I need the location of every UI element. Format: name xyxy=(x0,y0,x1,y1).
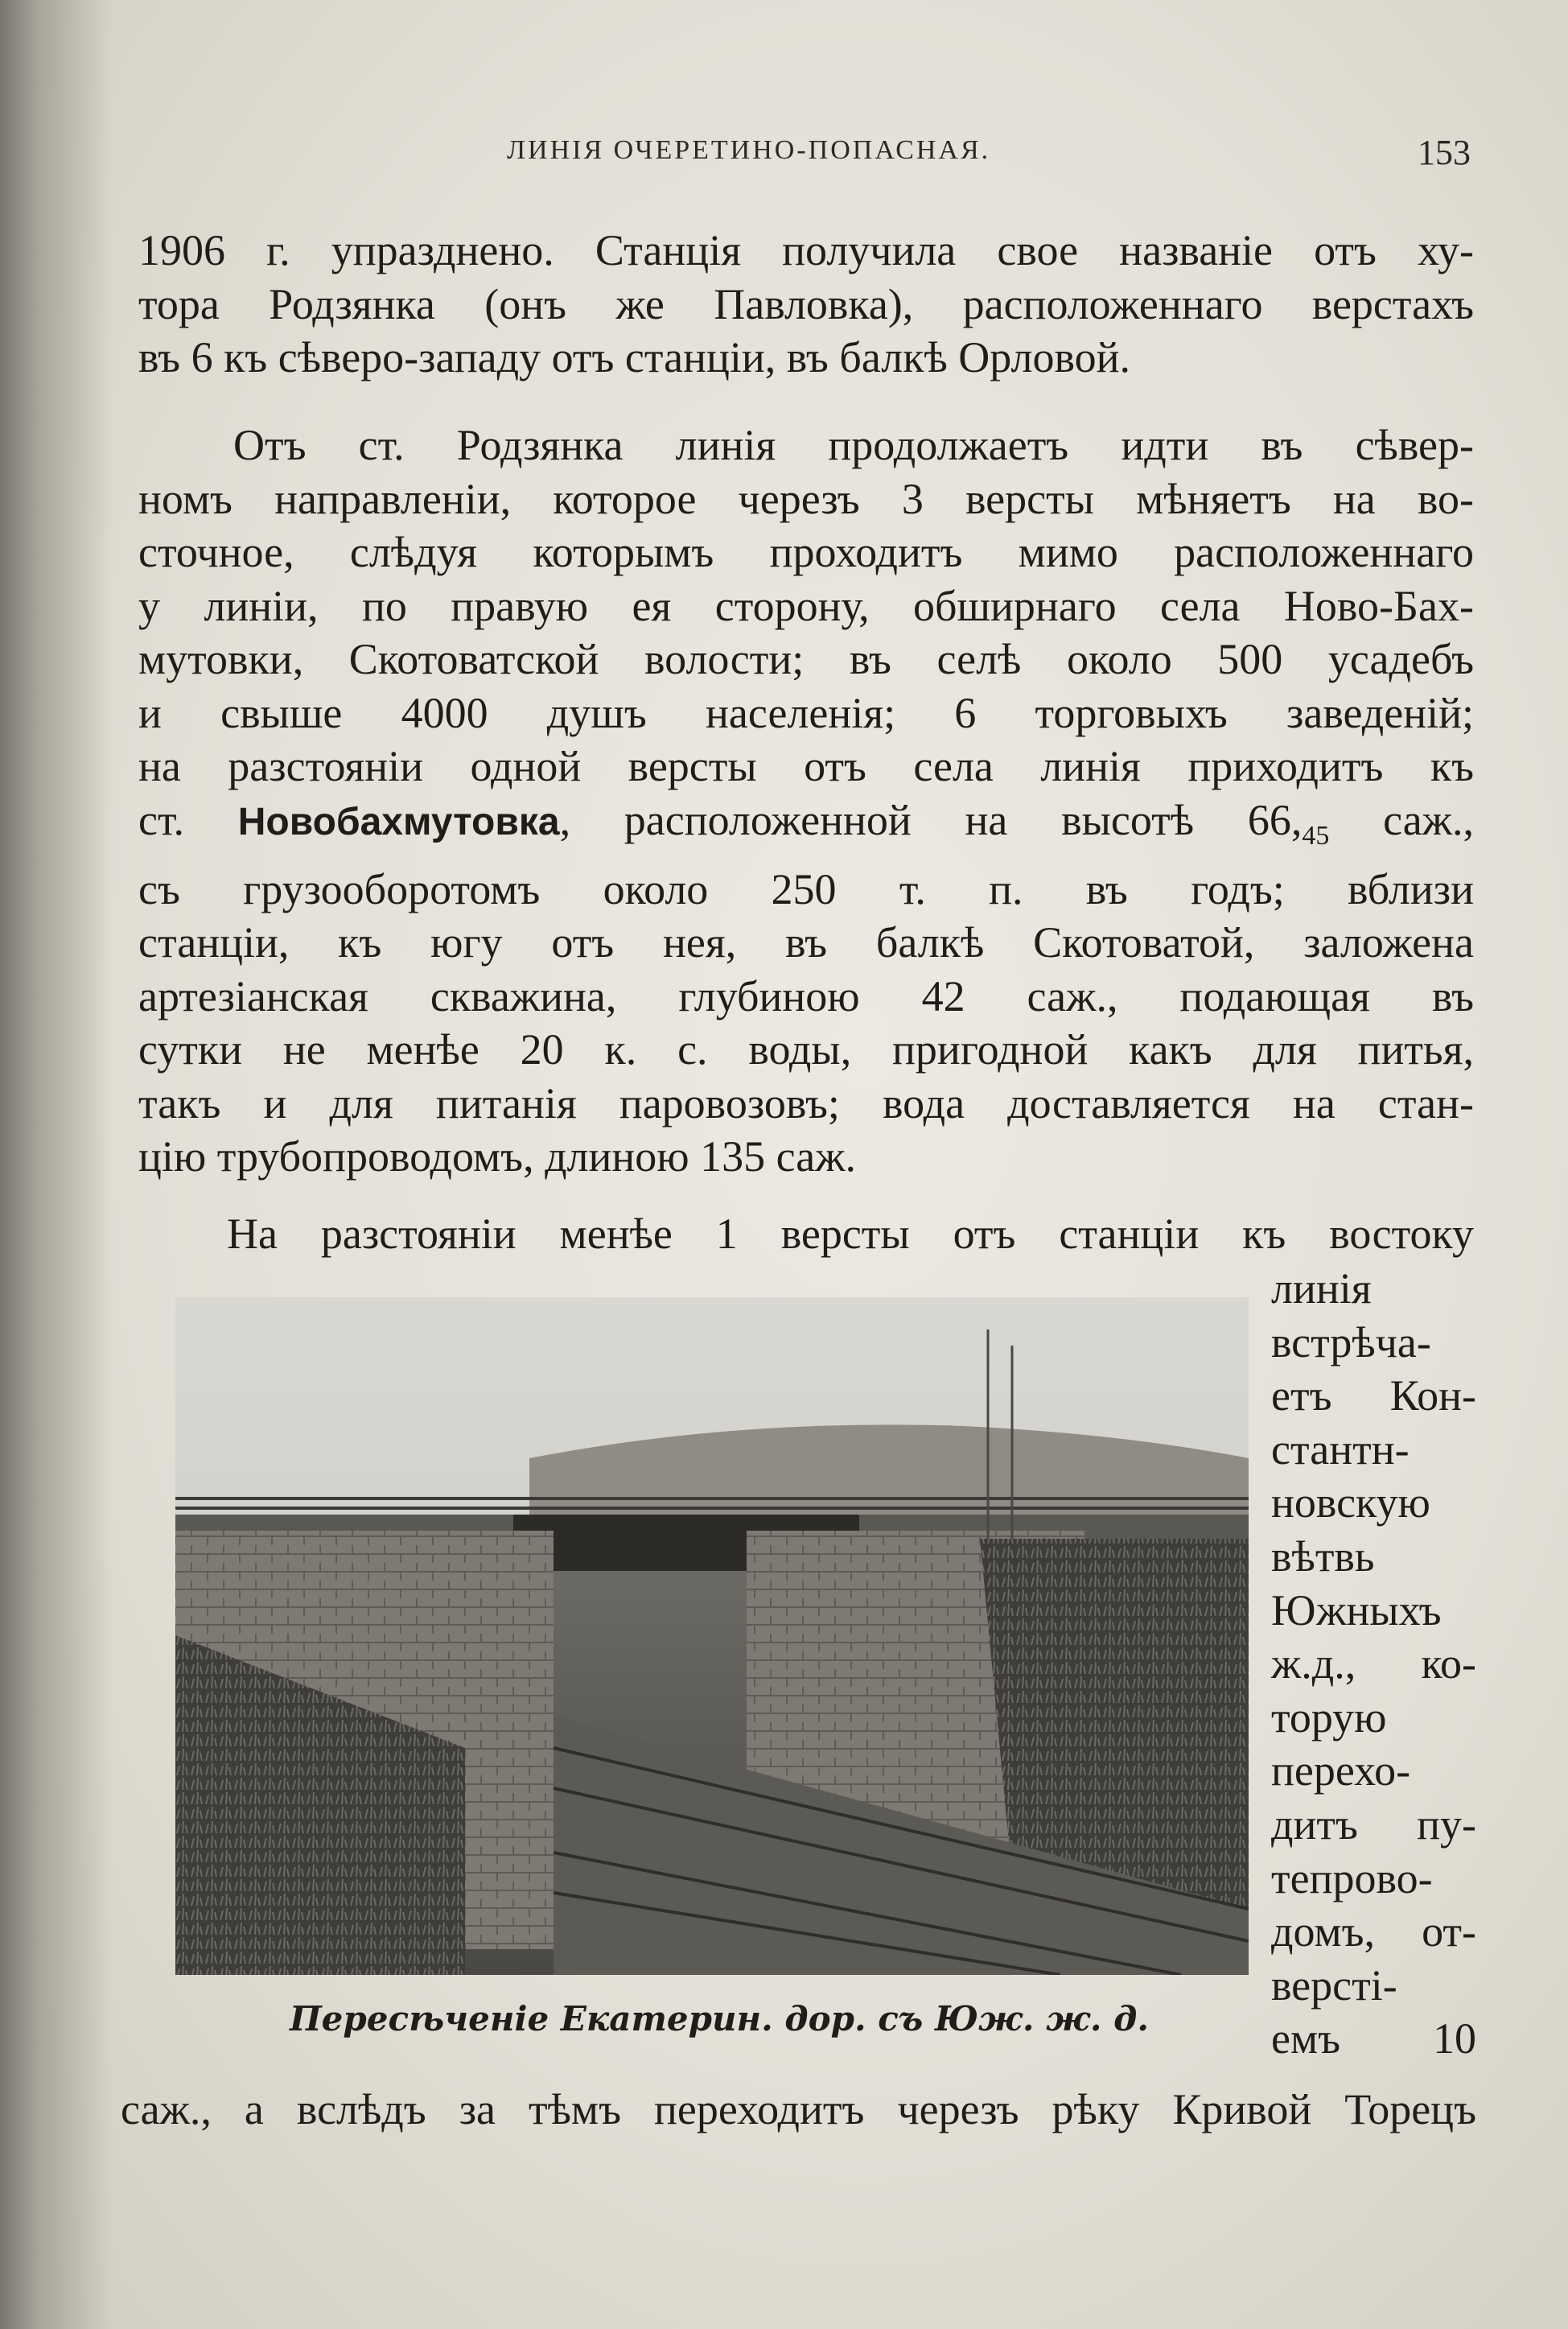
text-line: саж., а вслѣдъ за тѣмъ переходитъ черезъ рѣку Кривой Торецъ xyxy=(121,2085,1476,2133)
side-line: дитъ пу- xyxy=(1271,1799,1476,1849)
side-line: домъ, от- xyxy=(1271,1907,1476,1956)
figure-caption: Пересѣченіе Екатерин. дор. съ Юж. ж. д. xyxy=(290,1999,1150,2038)
paragraph-2 xyxy=(138,418,1474,1184)
text-line: Отъ ст. Родзянка линія продолжаетъ идти въ сѣвер- xyxy=(233,421,1474,469)
text-line: у линіи, по правую ея сторону, обширнаго села Ново-Бах- xyxy=(138,581,1474,630)
text-line: тора Родзянка (онъ же Павловка), расположеннаго верстахъ xyxy=(138,279,1474,328)
side-line: емъ 10 xyxy=(1271,2014,1476,2063)
side-line: тепрово- xyxy=(1271,1853,1433,1902)
text-line: артезіанская скважина, глубиною 42 саж., подающая въ xyxy=(138,971,1474,1020)
paragraph-3-first-line xyxy=(138,1207,1474,1261)
text-line: номъ направленіи, которое черезъ 3 версты мѣняетъ на во- xyxy=(138,474,1474,523)
text-line: 1906 г. упразднено. Станція получила свое названіе отъ ху- xyxy=(138,226,1474,274)
side-line: стантн- xyxy=(1271,1424,1410,1474)
side-line: торую xyxy=(1271,1692,1387,1742)
text-line: на разстояніи одной версты отъ села линія приходитъ къ xyxy=(138,742,1474,790)
running-head: ЛИНІЯ ОЧЕРЕТИНО-ПОПАСНАЯ. xyxy=(507,135,991,165)
railway-overpass-photo xyxy=(175,1297,1249,1975)
side-line: вѣтвь xyxy=(1271,1531,1375,1581)
side-text-column xyxy=(1271,1262,1476,2066)
text-line: въ 6 къ сѣверо-западу отъ станціи, въ балкѣ Орловой. xyxy=(138,333,1131,381)
side-line: перехо- xyxy=(1271,1746,1411,1795)
text-line: сточное, слѣдуя которымъ проходитъ мимо расположеннаго xyxy=(138,528,1474,576)
station-suffix: , расположенной на высотѣ 66, xyxy=(559,795,1303,844)
side-line: линія xyxy=(1271,1264,1372,1313)
text-line: мутовки, Скотоватской волости; въ селѣ около 500 усадебъ xyxy=(138,635,1474,683)
photo-illustration xyxy=(175,1297,1249,1975)
side-line: етъ Кон- xyxy=(1271,1371,1476,1420)
station-height-subscript: 45 xyxy=(1302,820,1330,851)
text-line: На разстояніи менѣе 1 версты отъ станціи къ востоку xyxy=(227,1210,1474,1258)
side-line: ж.д., ко- xyxy=(1271,1639,1476,1688)
text-line: цію трубопроводомъ, длиною 135 саж. xyxy=(138,1132,857,1181)
page-number: 153 xyxy=(1418,133,1471,172)
text-line: станціи, къ югу отъ нея, въ балкѣ Скотоватой, заложена xyxy=(138,918,1474,967)
text-line: съ грузооборотомъ около 250 т. п. въ годъ; вблизи xyxy=(138,864,1474,913)
side-line: встрѣча- xyxy=(1271,1317,1431,1366)
side-line: верстi- xyxy=(1271,1960,1397,2010)
text-line: и свыше 4000 душъ населенія; 6 торговыхъ заведеній; xyxy=(138,688,1474,737)
text-line: сутки не менѣе 20 к. с. воды, пригодной какъ для питья, xyxy=(138,1025,1474,1074)
station-name: Новобахмутовка xyxy=(237,800,560,843)
side-line: Южныхъ xyxy=(1271,1585,1442,1634)
paragraph-1 xyxy=(138,224,1474,385)
side-line: новскую xyxy=(1271,1478,1430,1527)
paragraph-3-last-line xyxy=(121,2083,1476,2137)
text-line: такъ и для питанія паровозовъ; вода доставляется на стан- xyxy=(138,1078,1474,1127)
station-height-unit: саж., xyxy=(1329,795,1475,844)
station-prefix: ст. xyxy=(138,795,185,844)
station-line xyxy=(138,794,1474,863)
page-gutter-shadow xyxy=(0,0,113,2329)
